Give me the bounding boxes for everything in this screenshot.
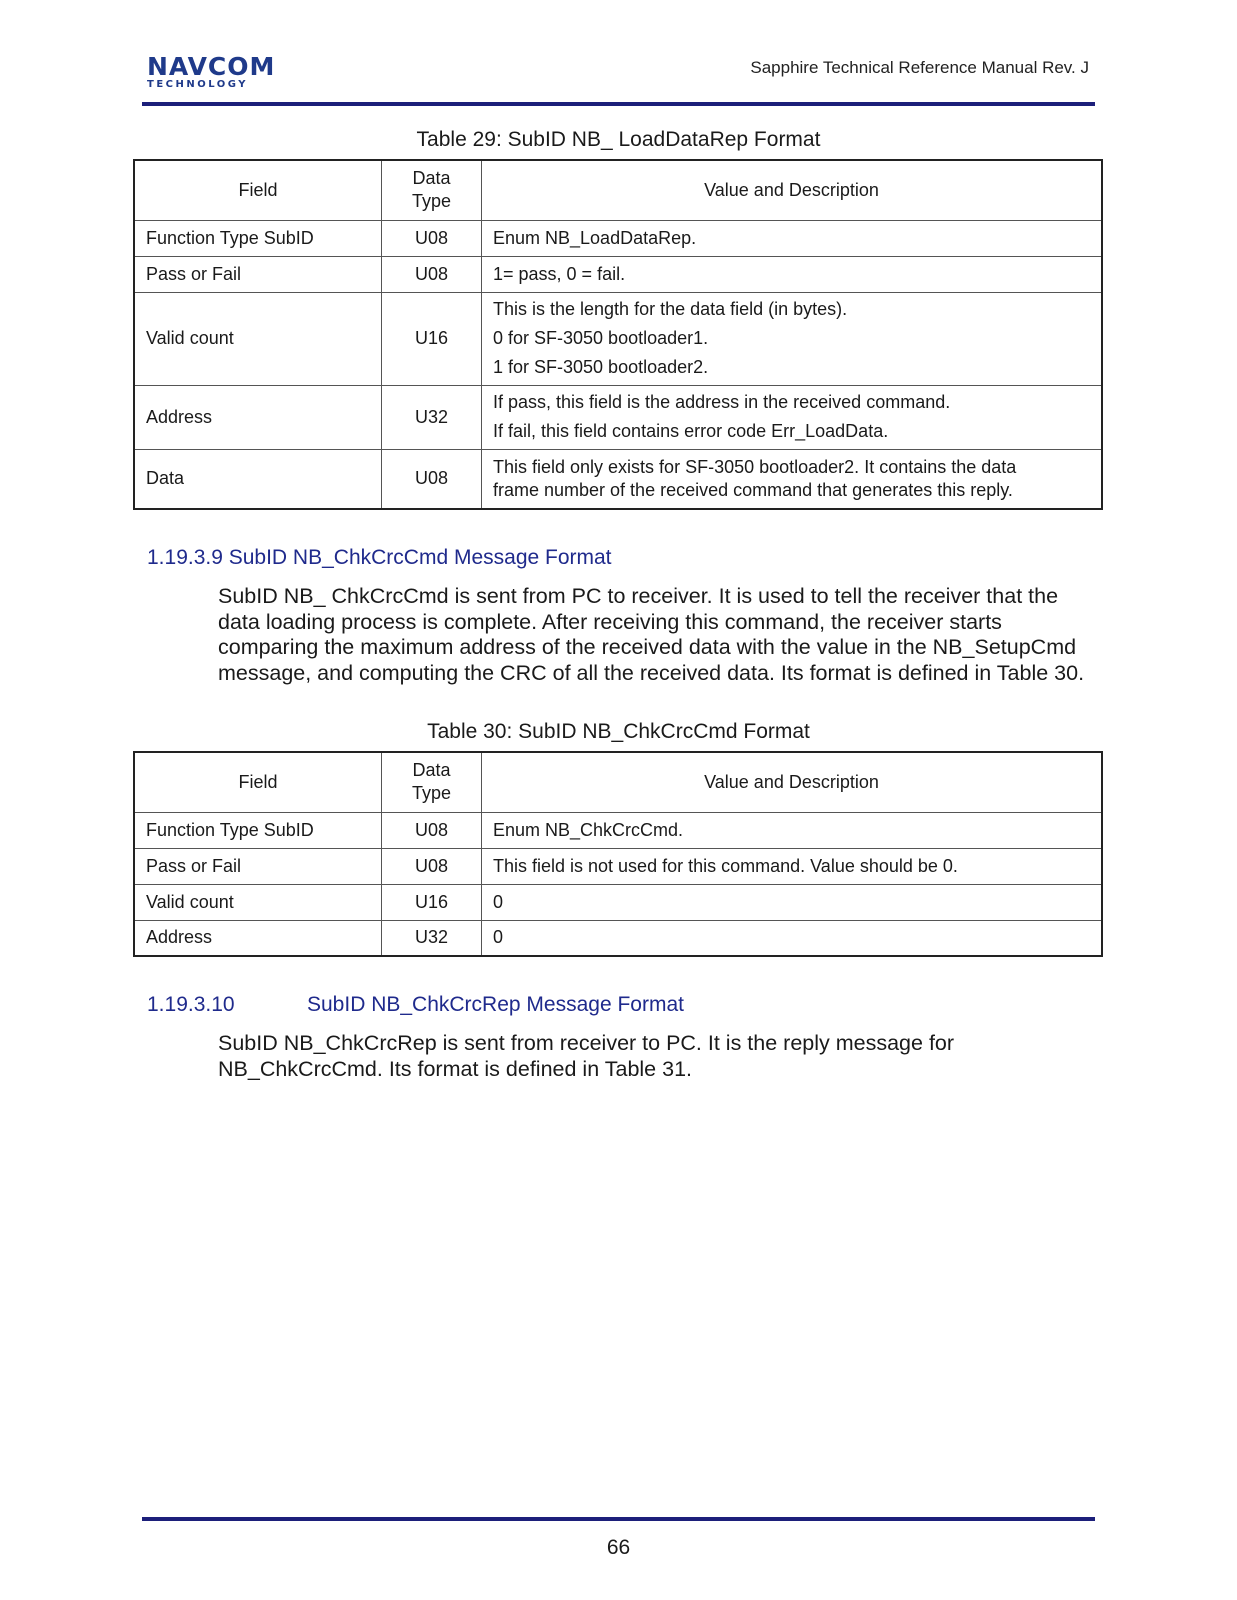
logo-subtitle: TECHNOLOGY bbox=[147, 79, 248, 90]
desc-line: 0 for SF-3050 bootloader1. bbox=[493, 328, 709, 348]
header-value: Value and Description bbox=[482, 752, 1103, 812]
manual-title: Sapphire Technical Reference Manual Rev. J bbox=[750, 58, 1089, 77]
table-29 bbox=[133, 159, 1103, 510]
table-row bbox=[134, 292, 1102, 385]
cell-type: U16 bbox=[382, 292, 482, 385]
cell-field: Pass or Fail bbox=[134, 256, 382, 292]
cell-desc bbox=[482, 385, 1103, 449]
table-29-caption: Table 29: SubID NB_ LoadDataRep Format bbox=[416, 128, 821, 151]
cell-field: Address bbox=[134, 920, 382, 956]
cell-field: Pass or Fail bbox=[134, 848, 382, 884]
table-30 bbox=[133, 751, 1103, 957]
section-paragraph: SubID NB_ChkCrcRep is sent from receiver to PC. It is the reply message for NB_ChkCrcCmd. Its format is defined in Table 31. bbox=[218, 1031, 955, 1081]
table-row bbox=[134, 449, 1102, 509]
cell-type: U08 bbox=[382, 449, 482, 509]
section-title: SubID NB_ChkCrcRep Message Format bbox=[307, 993, 684, 1016]
cell-desc: This field is not used for this command. Value should be 0. bbox=[482, 848, 1103, 884]
cell-type: U08 bbox=[382, 220, 482, 256]
section-heading: 1.19.3.9 SubID NB_ChkCrcCmd Message Format bbox=[147, 546, 612, 569]
cell-type: U08 bbox=[382, 256, 482, 292]
cell-field: Data bbox=[134, 449, 382, 509]
cell-desc: Enum NB_LoadDataRep. bbox=[482, 220, 1103, 256]
header-data-type bbox=[382, 752, 482, 812]
table-header-row bbox=[134, 160, 1102, 220]
desc-line: 1 for SF-3050 bootloader2. bbox=[493, 357, 709, 377]
cell-field: Function Type SubID bbox=[134, 220, 382, 256]
header-data-type-line2: Type bbox=[411, 191, 452, 212]
header-data-type-line1: Data bbox=[412, 760, 451, 781]
table-row bbox=[134, 884, 1102, 920]
header-rule bbox=[142, 102, 1095, 106]
table-row bbox=[134, 848, 1102, 884]
cell-desc: Enum NB_ChkCrcCmd. bbox=[482, 812, 1103, 848]
cell-desc: 0 bbox=[482, 920, 1103, 956]
cell-field: Address bbox=[134, 385, 382, 449]
header-value: Value and Description bbox=[482, 160, 1103, 220]
table-row bbox=[134, 920, 1102, 956]
cell-desc: 0 bbox=[482, 884, 1103, 920]
cell-type: U08 bbox=[382, 848, 482, 884]
desc-line: This is the length for the data field (in bytes). bbox=[493, 299, 848, 319]
cell-desc: 1= pass, 0 = fail. bbox=[482, 256, 1103, 292]
header-field: Field bbox=[134, 160, 382, 220]
section-heading bbox=[147, 993, 684, 1017]
cell-type: U08 bbox=[382, 812, 482, 848]
page-number: 66 bbox=[606, 1536, 631, 1559]
desc-line: This field only exists for SF-3050 bootloader2. It contains the data bbox=[493, 456, 1017, 477]
desc-line: If fail, this field contains error code Err_LoadData. bbox=[493, 421, 889, 441]
section-number: 1.19.3.10 bbox=[147, 993, 235, 1016]
cell-desc bbox=[482, 292, 1103, 385]
desc-line: frame number of the received command that generates this reply. bbox=[493, 479, 1013, 500]
cell-field: Valid count bbox=[134, 292, 382, 385]
desc-line: If pass, this field is the address in the received command. bbox=[493, 392, 951, 412]
footer-rule bbox=[142, 1517, 1095, 1521]
navcom-logo bbox=[147, 54, 307, 88]
cell-field: Function Type SubID bbox=[134, 812, 382, 848]
header-data-type bbox=[382, 160, 482, 220]
cell-type: U16 bbox=[382, 884, 482, 920]
cell-type: U32 bbox=[382, 920, 482, 956]
header-field: Field bbox=[134, 752, 382, 812]
header-data-type-line1: Data bbox=[412, 168, 451, 189]
table-row bbox=[134, 812, 1102, 848]
section-paragraph: SubID NB_ ChkCrcCmd is sent from PC to receiver. It is used to tell the receiver that the data loading process is complete. After receiving this command, the receiver starts comparing the maximum address of the received data with the value in the NB_SetupCmd message, and computing the CRC of all the received data. Its format is defined in Table 30. bbox=[218, 584, 1085, 685]
table-header-row bbox=[134, 752, 1102, 812]
logo-wordmark: NAVCOM bbox=[147, 52, 276, 81]
table-row bbox=[134, 220, 1102, 256]
header-data-type-line2: Type bbox=[411, 783, 452, 804]
cell-field: Valid count bbox=[134, 884, 382, 920]
cell-desc bbox=[482, 449, 1103, 509]
table-row bbox=[134, 256, 1102, 292]
table-30-caption: Table 30: SubID NB_ChkCrcCmd Format bbox=[427, 720, 810, 743]
table-row bbox=[134, 385, 1102, 449]
cell-type: U32 bbox=[382, 385, 482, 449]
